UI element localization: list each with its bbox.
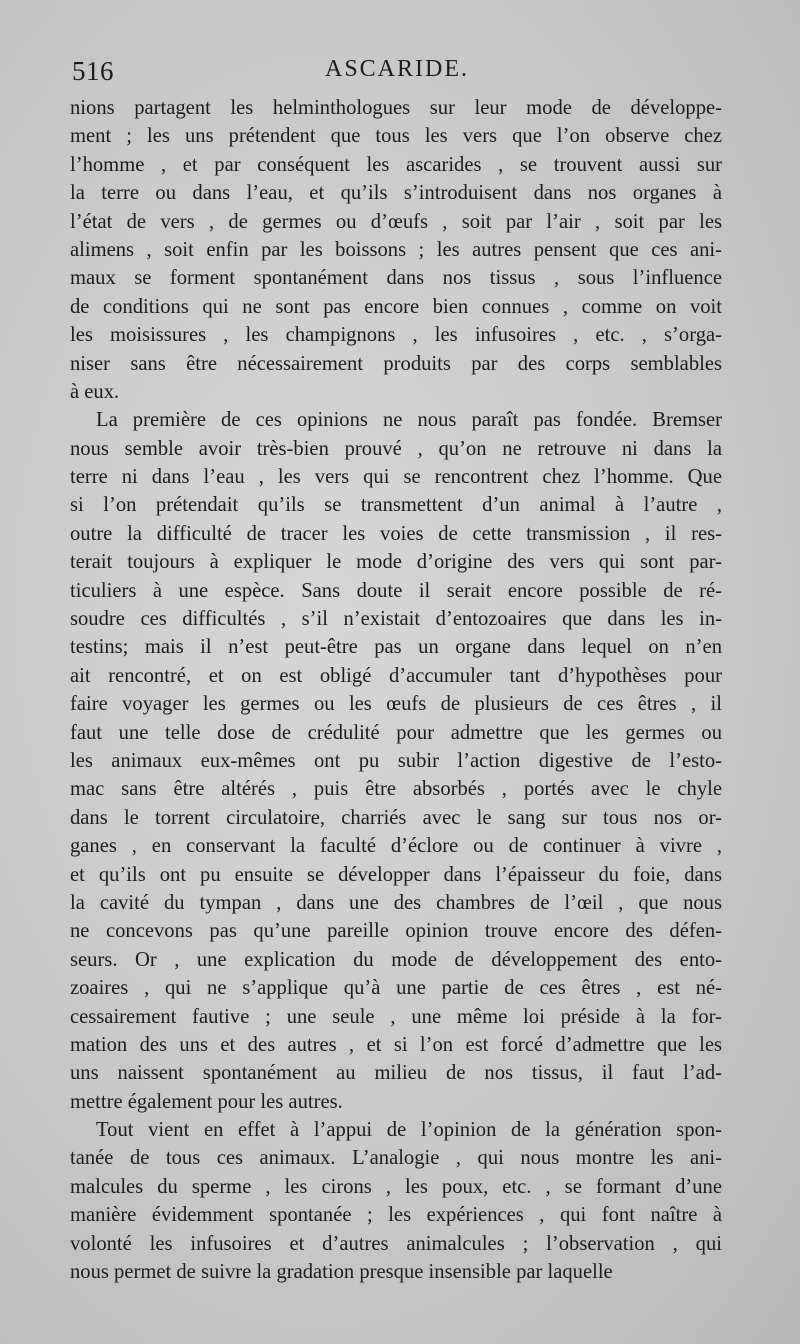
paragraph <box>70 406 722 1116</box>
text-line: La première de ces opinions ne nous paraît pas fondée. Bremser <box>96 409 722 432</box>
text-line: terre ni dans l’eau , les vers qui se rencontrent chez l’homme. Que <box>70 466 722 489</box>
text-line: malcules du sperme , les cirons , les poux, etc. , se formant d’une <box>70 1175 722 1198</box>
text-line: ticuliers à une espèce. Sans doute il serait encore possible de ré- <box>70 579 722 602</box>
text-line: faire voyager les germes ou les œufs de plusieurs de ces êtres , il <box>70 693 722 716</box>
page-number: 516 <box>72 56 114 86</box>
text-line: mac sans être altérés , puis être absorbés , portés avec le chyle <box>70 778 722 801</box>
text-line: la terre ou dans l’eau, et qu’ils s’introduisent dans nos organes à <box>70 182 722 205</box>
text-line: zoaires , qui ne s’applique qu’à une partie de ces êtres , est né- <box>70 977 722 1000</box>
text-line: tanée de tous ces animaux. L’analogie , qui nous montre les ani- <box>70 1147 722 1170</box>
paragraph <box>70 1116 722 1286</box>
text-line: les animaux eux-mêmes ont pu subir l’action digestive de l’esto- <box>70 749 722 772</box>
text-line: si l’on prétendait qu’ils se transmettent d’un animal à l’autre , <box>70 494 722 517</box>
text-line: ait rencontré, et on est obligé d’accumuler tant d’hypothèses pour <box>70 664 722 687</box>
text-line: nions partagent les helminthologues sur leur mode de développe- <box>70 97 722 119</box>
text-line: nous permet de suivre la gradation presque insensible par laquelle <box>70 1261 613 1284</box>
running-title: ASCARIDE. <box>324 56 469 82</box>
text-line: uns naissent spontanément au milieu de nos tissus, il faut l’ad- <box>70 1062 722 1085</box>
text-line: la cavité du tympan , dans une des chambres de l’œil , que nous <box>70 891 722 914</box>
text-line: alimens , soit enfin par les boissons ; les autres pensent que ces ani- <box>70 238 722 261</box>
text-line: cessairement fautive ; une seule , une même loi préside à la for- <box>70 1005 722 1028</box>
text-line: mation des uns et des autres , et si l’on est forcé d’admettre que les <box>70 1033 722 1056</box>
text-line: ment ; les uns prétendent que tous les vers que l’on observe chez <box>70 125 722 148</box>
text-line: seurs. Or , une explication du mode de développement des ento- <box>70 948 722 971</box>
text-line: outre la difficulté de tracer les voies de cette transmission , il res- <box>70 522 722 545</box>
paragraph <box>70 94 722 406</box>
text-line: nous semble avoir très-bien prouvé , qu’on ne retrouve ni dans la <box>70 437 722 460</box>
body-text <box>70 94 722 1286</box>
text-line: à eux. <box>70 380 120 403</box>
text-line: testins; mais il n’est peut-être pas un organe dans lequel on n’en <box>70 636 722 659</box>
text-line: terait toujours à expliquer le mode d’origine des vers qui sont par- <box>70 551 722 574</box>
text-line: les moisissures , les champignons , les infusoires , etc. , s’orga- <box>70 324 722 347</box>
text-line: l’homme , et par conséquent les ascarides , se trouvent aussi sur <box>70 153 722 176</box>
text-line: de conditions qui ne sont pas encore bien connues , comme on voit <box>70 295 722 318</box>
page-header <box>72 56 722 90</box>
text-line: manière évidemment spontanée ; les expériences , qui font naître à <box>70 1204 722 1227</box>
text-line: dans le torrent circulatoire, charriés avec le sang sur tous nos or- <box>70 806 722 829</box>
text-line: Tout vient en effet à l’appui de l’opinion de la génération spon- <box>96 1119 722 1142</box>
text-line: mettre également pour les autres. <box>70 1090 343 1113</box>
text-line: maux se forment spontanément dans nos tissus , sous l’influence <box>70 267 722 290</box>
text-line: ne concevons pas qu’une pareille opinion trouve encore des défen- <box>70 920 722 943</box>
text-line: faut une telle dose de crédulité pour admettre que les germes ou <box>70 721 722 744</box>
text-line: soudre ces difficultés , s’il n’existait d’entozoaires que dans les in- <box>70 608 722 631</box>
text-line: l’état de vers , de germes ou d’œufs , soit par l’air , soit par les <box>70 210 722 233</box>
text-line: ganes , en conservant la faculté d’éclore ou de continuer à vivre , <box>70 835 722 858</box>
text-line: volonté les infusoires et d’autres animalcules ; l’observation , qui <box>70 1232 722 1255</box>
text-line: et qu’ils ont pu ensuite se développer dans l’épaisseur du foie, dans <box>70 863 722 886</box>
text-line: niser sans être nécessairement produits par des corps semblables <box>70 352 722 375</box>
